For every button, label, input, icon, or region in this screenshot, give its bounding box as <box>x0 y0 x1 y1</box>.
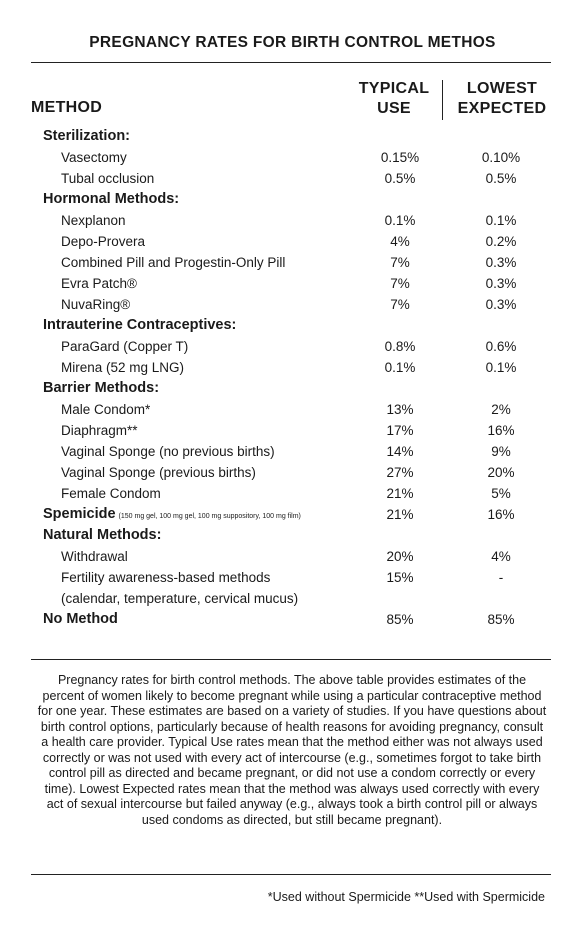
table-row <box>0 252 585 273</box>
typical-use-value: 21% <box>386 486 414 501</box>
label-text: Hormonal Methods: <box>43 191 180 207</box>
table-row <box>0 483 585 504</box>
label-text: Barrier Methods: <box>43 380 160 396</box>
table-row <box>0 294 585 315</box>
table-row <box>0 168 585 189</box>
header-typical-line1: TYPICAL <box>358 80 430 97</box>
method-label <box>61 252 285 273</box>
table-row <box>0 399 585 420</box>
divider-top <box>31 62 551 63</box>
category-row <box>0 504 585 525</box>
method-label <box>61 441 275 462</box>
method-label <box>61 588 298 609</box>
description-paragraph: Pregnancy rates for birth control methods. The above table provides estimates of the percent of women likely to become pregnant while using a particular contraceptive method for one year. These estimates are based on a variety of studies. If you have questions about birth control options, particularly because of health reasons for avoiding pregnancy, consult a health care provider. Typical Use rates mean that the method either was not always used correctly or was not used with every act of intercourse (e.g., sometimes forgot to take birth control pill as directed and became pregnant, or did not use a condom correctly or every time). Lowest Expected rates mean that the method was always used correctly with every act of sexual intercourse but failed anyway (e.g., always took a birth control pill or always used condoms as directed, but still became pregnant). <box>37 673 547 827</box>
category-label <box>43 525 161 546</box>
divider-middle <box>31 659 551 660</box>
label-text: Vasectomy <box>61 150 127 165</box>
header-lowest-line1: LOWEST <box>466 80 538 97</box>
table-row <box>0 588 585 609</box>
lowest-expected-value: 0.6% <box>485 339 517 354</box>
table-row <box>0 231 585 252</box>
typical-use-value: 15% <box>386 570 414 585</box>
label-text: Combined Pill and Progestin-Only Pill <box>61 255 286 270</box>
method-label <box>61 546 128 567</box>
label-text: Tubal occlusion <box>61 171 155 186</box>
category-row <box>0 609 585 630</box>
typical-use-value: 20% <box>386 549 414 564</box>
label-text: Nexplanon <box>61 213 126 228</box>
lowest-expected-value: 9% <box>491 444 511 459</box>
table-row <box>0 441 585 462</box>
category-row <box>0 315 585 336</box>
method-label <box>61 567 270 588</box>
table-row <box>0 567 585 588</box>
label-text: ParaGard (Copper T) <box>61 339 189 354</box>
method-label <box>61 231 145 252</box>
table-row <box>0 546 585 567</box>
header-typical-use <box>349 79 439 119</box>
table-row <box>0 210 585 231</box>
method-label <box>61 483 161 504</box>
method-label <box>61 336 188 357</box>
typical-use-value: 0.1% <box>384 213 416 228</box>
lowest-expected-value: 0.5% <box>485 171 517 186</box>
typical-use-value: 7% <box>390 297 410 312</box>
lowest-expected-value: 0.3% <box>485 276 517 291</box>
method-label <box>61 399 150 420</box>
category-row <box>0 189 585 210</box>
label-text: No Method <box>43 611 118 627</box>
label-text: Depo-Provera <box>61 234 146 249</box>
category-label <box>43 189 179 210</box>
typical-use-value: 7% <box>390 276 410 291</box>
label-text: Female Condom <box>61 486 161 501</box>
lowest-expected-value: 85% <box>487 612 515 627</box>
table-row <box>0 336 585 357</box>
typical-use-value: 0.8% <box>384 339 416 354</box>
typical-use-value: 7% <box>390 255 410 270</box>
header-lowest-line2: EXPECTED <box>457 100 547 117</box>
typical-use-value: 27% <box>386 465 414 480</box>
lowest-expected-value: 2% <box>491 402 511 417</box>
page-title: PREGNANCY RATES FOR BIRTH CONTROL METHOS <box>89 34 496 51</box>
label-text: Diaphragm** <box>61 423 138 438</box>
method-label <box>61 168 154 189</box>
label-text: Mirena (52 mg LNG) <box>61 360 185 375</box>
method-label <box>61 294 130 315</box>
category-label <box>43 126 130 147</box>
label-text: Male Condom* <box>61 402 151 417</box>
lowest-expected-value: - <box>498 570 504 585</box>
typical-use-value: 0.1% <box>384 360 416 375</box>
table-row <box>0 273 585 294</box>
category-row <box>0 126 585 147</box>
methods-table <box>0 126 585 630</box>
header-lowest-expected <box>448 79 556 119</box>
method-label <box>61 357 184 378</box>
label-text: Sterilization: <box>43 128 131 144</box>
header-typical-line2: USE <box>377 100 411 117</box>
lowest-expected-value: 20% <box>487 465 515 480</box>
label-text: Vaginal Sponge (previous births) <box>61 465 256 480</box>
label-note: (150 mg gel, 100 mg gel, 100 mg suppository, 100 mg film) <box>118 513 301 520</box>
table-row <box>0 357 585 378</box>
label-text: Evra Patch® <box>61 276 137 291</box>
lowest-expected-value: 0.10% <box>481 150 521 165</box>
typical-use-value: 13% <box>386 402 414 417</box>
table-row <box>0 420 585 441</box>
lowest-expected-value: 0.1% <box>485 360 517 375</box>
typical-use-value: 85% <box>386 612 414 627</box>
method-label <box>61 420 138 441</box>
method-label <box>61 462 256 483</box>
category-label <box>43 609 118 630</box>
typical-use-value: 14% <box>386 444 414 459</box>
label-text: Vaginal Sponge (no previous births) <box>61 444 275 459</box>
typical-use-value: 0.5% <box>384 171 416 186</box>
lowest-expected-value: 0.3% <box>485 297 517 312</box>
lowest-expected-value: 0.2% <box>485 234 517 249</box>
lowest-expected-value: 4% <box>491 549 511 564</box>
label-text: Spemicide <box>43 506 116 522</box>
divider-bottom <box>31 874 551 875</box>
typical-use-value: 17% <box>386 423 414 438</box>
method-label <box>61 210 126 231</box>
label-text: Natural Methods: <box>43 527 162 543</box>
label-text: Withdrawal <box>61 549 128 564</box>
lowest-expected-value: 0.3% <box>485 255 517 270</box>
lowest-expected-value: 16% <box>487 507 515 522</box>
lowest-expected-value: 0.1% <box>485 213 517 228</box>
table-row <box>0 147 585 168</box>
header-separator <box>442 80 443 120</box>
category-row <box>0 378 585 399</box>
header-method: METHOD <box>31 99 103 116</box>
label-text: Fertility awareness-based methods <box>61 570 271 585</box>
typical-use-value: 21% <box>386 507 414 522</box>
category-label <box>43 315 236 336</box>
label-text: NuvaRing® <box>61 297 131 312</box>
category-label <box>43 504 301 527</box>
typical-use-value: 4% <box>390 234 410 249</box>
footnote: *Used without Spermicide **Used with Spermicide <box>267 890 545 904</box>
label-text: Intrauterine Contraceptives: <box>43 317 237 333</box>
lowest-expected-value: 16% <box>487 423 515 438</box>
typical-use-value: 0.15% <box>380 150 420 165</box>
category-label <box>43 378 159 399</box>
lowest-expected-value: 5% <box>491 486 511 501</box>
table-row <box>0 462 585 483</box>
method-label <box>61 147 127 168</box>
category-row <box>0 525 585 546</box>
label-text: (calendar, temperature, cervical mucus) <box>61 591 299 606</box>
method-label <box>61 273 137 294</box>
